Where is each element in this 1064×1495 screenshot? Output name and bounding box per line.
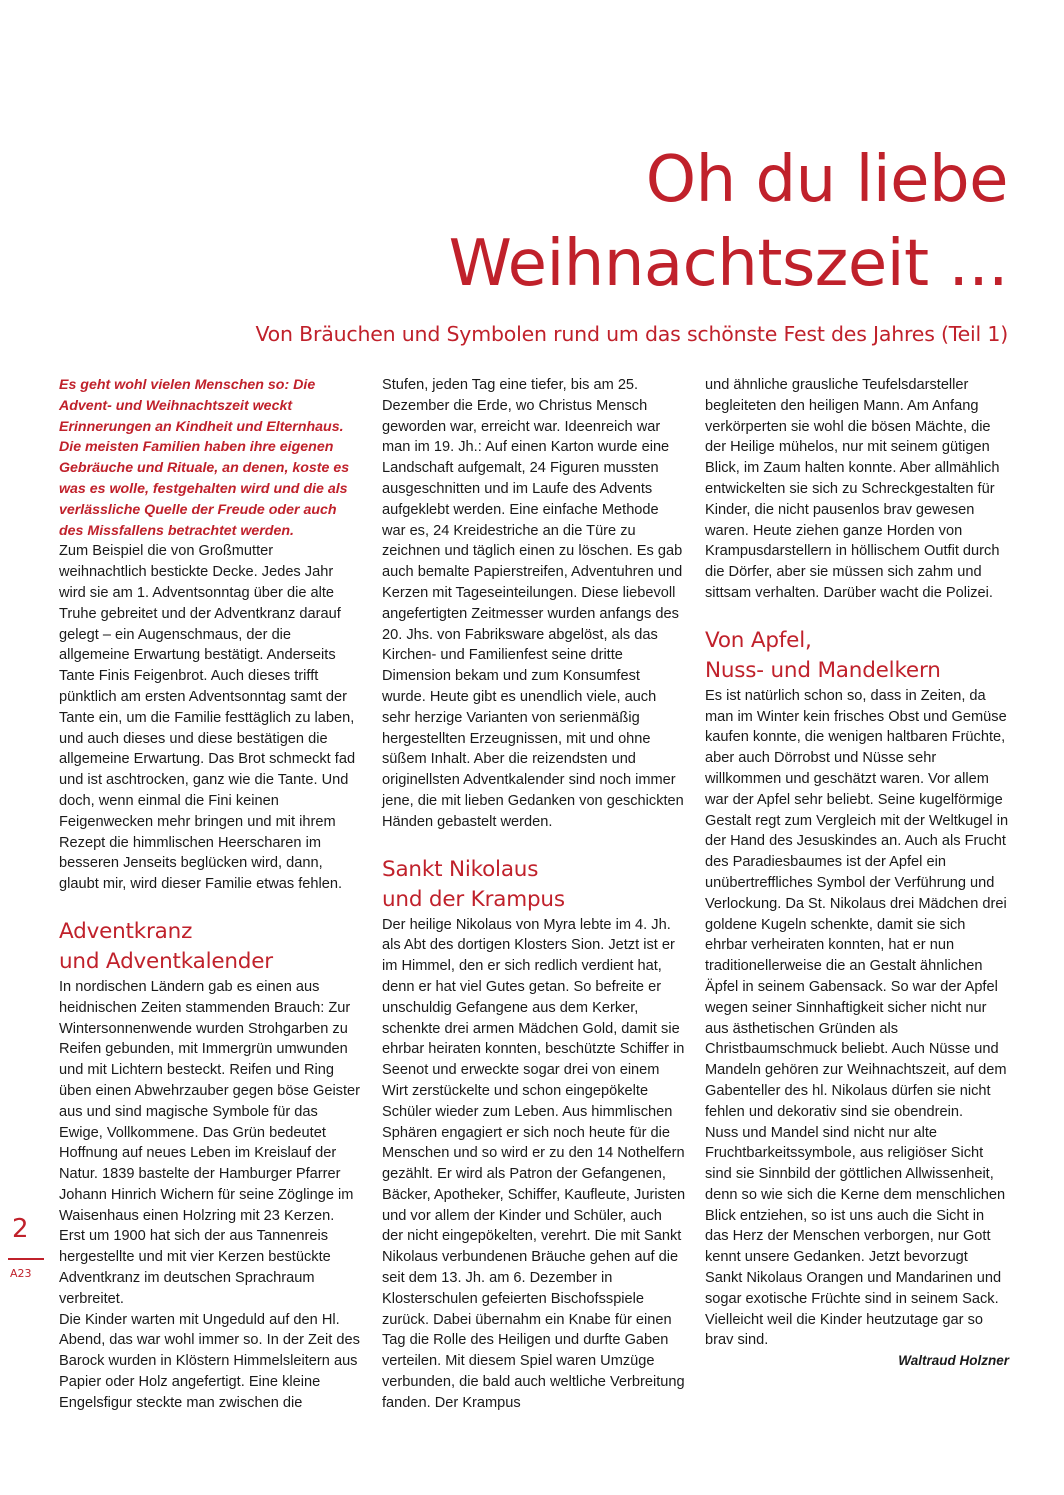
paragraph: Die Kinder warten mit Ungeduld auf den Hl. Abend, das war wohl immer so. In der Zeit des Barock wurden in Klöstern Himmelsleitern aus Papier oder Holz angefertigt. Eine kleine Engelsfigur steckte man zwischen die	[59, 1311, 360, 1411]
page-number-rule	[8, 1258, 44, 1260]
paragraph: und ähnliche grausliche Teufelsdarsteller begleiteten den heiligen Mann. Am Anfang verkörperten sie wohl die bösen Mächte, die der Heilige mühelos, nur mit seinem gütigen Blick, im Zaum halten konnte. Aber allmählich entwickelten sie sich zu Schreckgestalten für Kinder, die nicht pausenlos brav gewesen waren. Heute ziehen ganze Horden von Krampusdarstellern in höllischem Outfit durch die Dörfer, aber sie müssen sich zahm und sittsam verhalten. Darüber wacht die Polizei.	[705, 377, 1000, 601]
section-heading-line: Sankt Nikolaus	[382, 856, 539, 882]
paragraph: Es ist natürlich schon so, dass in Zeiten, da man im Winter kein frisches Obst und Gemüse kaufen konnte, die wenigen haltbaren Früchte, aber auch Dörrobst und Nüsse sehr willkommen und geschätzt waren. Vor allem war der Apfel sehr beliebt. Seine kugelförmige Gestalt regt zum Vergleich mit der Weltkugel in der Hand des Jesuskindes an. Auch als Frucht des Paradiesbaumes ist der Apfel ein unübertreffliches Symbol der Verführung und Verlockung. Da St. Nikolaus drei Mädchen drei goldene Kugeln schenkte, damit sie sich ehrbar verheiraten konnten, hat er nun traditionellerweise die an Gestalt ähnlichen Äpfel in seinem Gabensack. So war der Apfel wegen seiner Sinnhaftigkeit sicher nicht nur aus ästhetischen Gründen als Christbaumschmuck beliebt. Auch Nüsse und Mandeln gehören zur Weihnachtszeit, auf dem Gabenteller des hl. Nikolaus dürfen sie nicht fehlen und dekorativ sind sie obendrein.	[705, 687, 1009, 1120]
paragraph: Nuss und Mandel sind nicht nur alte Fruchtbarkeitssymbole, aus religiöser Sicht sind sie Sinnbild der göttlichen Allwissenheit, denn so wie sich die Kerne dem menschlichen Blick entziehen, so ist uns auch die Sicht in das Herz der Menschen verborgen, nur Gott kennt unsere Gedanken. Jetzt bevorzugt Sankt Nikolaus Orangen und Mandarinen und sogar exotische Früchte sind in seinem Sack. Vielleicht weil die Kinder heutzutage gar so brav sind.	[705, 1124, 1006, 1349]
section-heading-line: und der Krampus	[382, 886, 565, 912]
section-heading-adventkranz	[59, 917, 363, 977]
author-name: Waltraud Holzner	[898, 1353, 1009, 1369]
page-number: 2	[12, 1214, 29, 1244]
article-title-line-1: Oh du liebe	[645, 143, 1008, 217]
article-title-line-2: Weihnachtszeit ...	[448, 227, 1008, 301]
lead-paragraph: Es geht wohl vielen Menschen so: Die Advent- und Weihnachtszeit weckt Erinnerungen an Kindheit und Elternhaus. Die meisten Familien haben ihre eigenen Gebräuche und Rituale, an denen, koste es was es wolle, festgehalten wird und die als verlässliche Quelle der Freude oder auch des Missfallens betrachtet werden.	[59, 377, 350, 539]
section-heading-apfel	[705, 626, 1009, 686]
article-title	[449, 138, 1008, 306]
paragraph: In nordischen Ländern gab es einen aus heidnischen Zeiten stammenden Brauch: Zur Wintersonnenwende wurden Strohgarben zu Reifen gebunden, mit Immergrün umwunden und mit Lichtern besteckt. Reifen und Ring üben einen Abwehrzauber gegen böse Geister aus und sind magische Symbole für das Ewige, Vollkommene. Das Grün bedeutet Hoffnung auf neues Leben im Kreislauf der Natur. 1839 bastelte der Hamburger Pfarrer Johann Hinrich Wichern für seine Zöglinge im Waisenhaus einen Holzring mit 23 Kerzen. Erst um 1900 hat sich der aus Tannenreis hergestellte und mit vier Kerzen bestückte Adventkranz im deutschen Sprachraum verbreitet.	[59, 978, 361, 1307]
publication-logo: A23	[10, 1267, 32, 1280]
section-heading-line: Adventkranz	[59, 918, 193, 944]
section-heading-line: Von Apfel,	[705, 627, 812, 653]
paragraph: Zum Beispiel die von Großmutter weihnachtlich bestickte Decke. Jedes Jahr wird sie am 1. Adventsonntag über die alte Truhe gebreitet und der Adventkranz darauf gelegt – ein Augenschmaus, der die allgemeine Erwartung bestätigt. Anderseits Tante Finis Feigenbrot. Auch dieses trifft pünktlich am ersten Adventsonntag samt der Tante ein, um die Familie festtäglich zu laben, und auch dieses und diese bestätigen die allgemeine Erwartung. Das Brot schmeckt fad und ist aschtrocken, ganz wie die Tante. Und doch, wenn einmal die Fini keinen Feigenwecken mehr bringen und mit ihrem Rezept die himmlischen Heerscharen im besseren Jenseits beglücken wird, dann, glaubt mir, wird dieser Familie etwas fehlen.	[59, 543, 356, 893]
article-subtitle: Von Bräuchen und Symbolen rund um das schönste Fest des Jahres (Teil 1)	[255, 322, 1008, 346]
section-heading-line: Nuss- und Mandelkern	[705, 657, 941, 683]
text-column-3	[705, 375, 1009, 1372]
paragraph: Stufen, jeden Tag eine tiefer, bis am 25. Dezember die Erde, wo Christus Mensch geworden war, erreicht war. Ideenreich war man im 19. Jh.: Auf einen Karton wurde eine Landschaft aufgemalt, 24 Figuren mussten ausgeschnitten und im Laufe des Advents aufgeklebt werden. Eine einfache Methode war es, 24 Kreidestriche an die Türe zu zeichnen und täglich einen zu löschen. Es gab auch bemalte Papierstreifen, Adventuhren und Kerzen mit Tageseinteilungen. Diese liebevoll angefertigten Zeitmesser wurden anfangs des 20. Jhs. von Fabriksware abgelöst, als das Kirchen- und Familienfest seine dritte Dimension bekam und zum Konsumfest wurde. Heute gibt es unendlich viele, auch sehr herzige Varianten von serienmäßig hergestellten Erzeugnissen, mit und ohne süßem Inhalt. Aber die reizendsten und originellsten Adventkalender sind noch immer jene, die mit lieben Gedanken von geschickten Händen gebastelt werden.	[382, 377, 684, 830]
text-column-1	[59, 375, 363, 1414]
section-heading-line: und Adventkalender	[59, 948, 273, 974]
text-column-2	[382, 375, 686, 1414]
section-heading-nikolaus	[382, 855, 686, 915]
paragraph: Der heilige Nikolaus von Myra lebte im 4. Jh. als Abt des dortigen Klosters Sion. Jetzt ist er im Himmel, den er sich redlich verdient hat, denn er hat viel Gutes getan. So befreite er unschuldig Gefangene aus dem Kerker, schenkte drei armen Mädchen Gold, damit sie ehrbar heiraten konnten, beschützte Schiffer in Seenot und erweckte sogar drei von einem Wirt zerstückelte und schon eingepökelte Schüler wieder zum Leben. Aus himmlischen Sphären engagiert er sich noch heute für die Menschen und so wird er zu den 14 Nothelfern gezählt. Er wird als Patron der Gefangenen, Bäcker, Apotheker, Schiffer, Kaufleute, Juristen und vor allem der Kinder und Schüler, auch der nicht eingepökelten, verehrt. Die mit Sankt Nikolaus verbundenen Bräuche gehen auf die seit dem 13. Jh. am 6. Dezember in Klosterschulen gefeierten Bischofsspiele zurück. Dabei übernahm ein Knabe für einen Tag die Rolle des Heiligen und durfte Gaben verteilen. Mit diesem Spiel waren Umzüge verbunden, die bald auch weltliche Verbreitung fanden. Der Krampus	[382, 916, 686, 1411]
